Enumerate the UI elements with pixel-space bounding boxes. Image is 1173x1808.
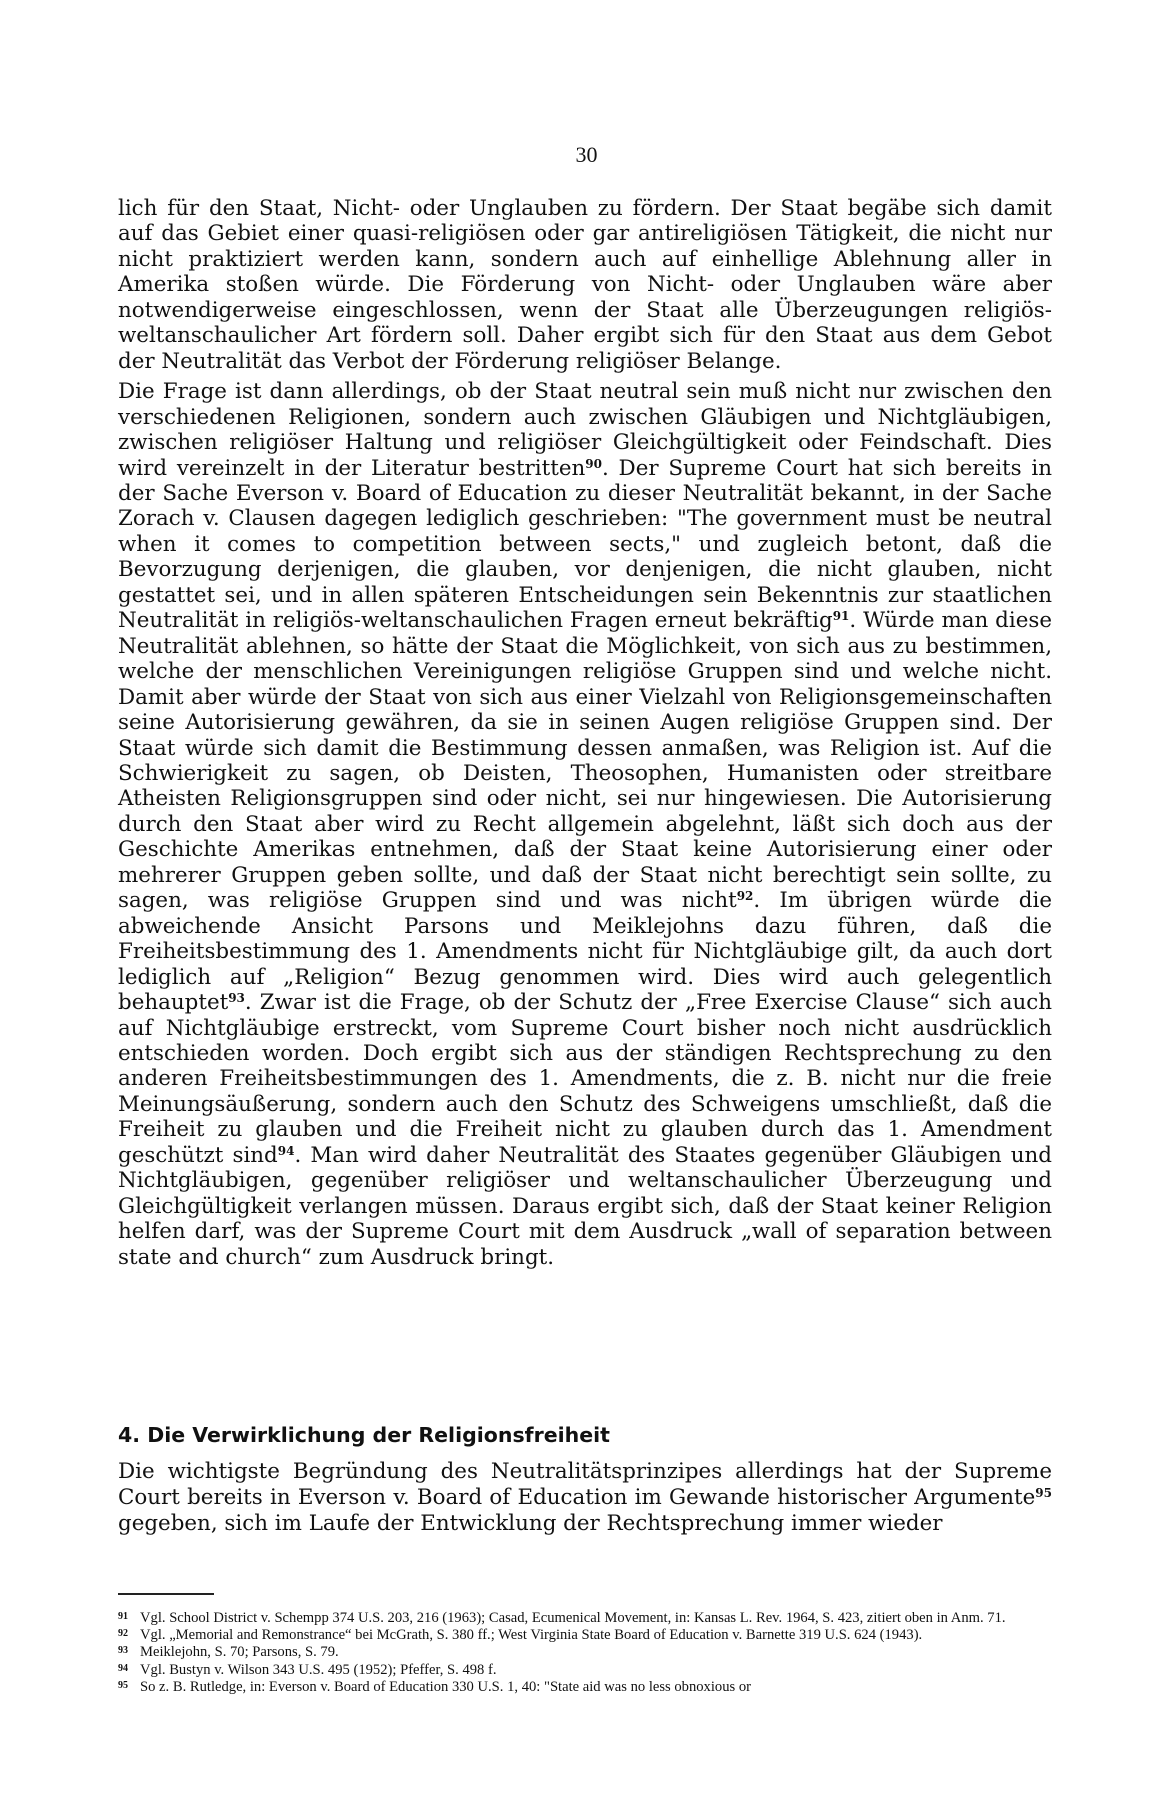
section-paragraph: [118, 1459, 1052, 1537]
footnote-text: Vgl. „Memorial and Remonstrance“ bei McGrath, S. 380 ff.; West Virginia State Board of Education v. Barnette 319 U.S. 624 (1943).: [140, 1627, 923, 1644]
footnote-item: [118, 1627, 1053, 1644]
footnotes: [118, 1610, 1053, 1696]
footnote-item: [118, 1610, 1053, 1627]
footnote-item: [118, 1644, 1053, 1661]
footnote-reference: 93: [228, 991, 245, 1006]
section-heading: 4. Die Verwirklichung der Religionsfreiheit: [118, 1423, 610, 1447]
footnote-text: Meiklejohn, S. 70; Parsons, S. 79.: [140, 1644, 339, 1661]
text-run: . Im übrigen würde die abweichende Ansicht Parsons und Meiklejohns dazu führen, daß die Freiheitsbestimmung des 1. Amendments nicht für Nichtgläubige gilt, da auch dort lediglich auf „Religion“ Bezug genommen wird. Dies wird auch gelegentlich behauptet: [118, 888, 1052, 1016]
footnote-text: Vgl. Bustyn v. Wilson 343 U.S. 495 (1952); Pfeffer, S. 498 f.: [140, 1661, 497, 1678]
footnote-text: Vgl. School District v. Schempp 374 U.S. 203, 216 (1963); Casad, Ecumenical Movement, in: Kansas L. Rev. 1964, S. 423, zitiert oben in Anm. 71.: [140, 1610, 1006, 1626]
footnote-text: So z. B. Rutledge, in: Everson v. Board of Education 330 U.S. 1, 40: "State aid was no less obnoxious or: [140, 1678, 751, 1695]
footnote-number: 95: [118, 1679, 128, 1691]
footnote-reference: 90: [585, 456, 602, 471]
footnote-item: [118, 1662, 1053, 1679]
footnote-number: 93: [118, 1645, 128, 1657]
footnote-reference: 92: [736, 889, 754, 904]
footnote-number: 92: [118, 1628, 128, 1640]
text-run: Die Frage ist dann allerdings, ob der Staat neutral sein muß nicht nur zwischen den verschiedenen Religionen, sondern auch zwischen Gläubigen und Nichtgläubigen, zwischen religiöser Haltung und religiöser Gleichgültigkeit oder Feindschaft. Dies wird vereinzelt in der Literatur bestritten: [118, 379, 1052, 481]
text-run: . Der Supreme Court hat sich bereits in der Sache Everson v. Board of Education zu dieser Neutralität bekannt, in der Sache Zorach v. Clausen dagegen lediglich geschrieben: "The government must be neutral when it comes to competition between sects," und zugleich betont, daß die Bevorzugung derjenigen, die glauben, vor denjenigen, die nicht glauben, nicht gestattet sei, und in allen späteren Entscheidungen sein Bekenntnis zur staatlichen Neutralität in religiös-weltanschaulichen Fragen erneut bekräftig: [118, 455, 1052, 634]
text-run: . Würde man diese Neutralität ablehnen, so hätte der Staat die Möglichkeit, von sich aus zu bestimmen, welche der menschlichen Vereinigungen religiöse Gruppen sind und welche nicht. Damit aber würde der Staat von sich aus einer Vielzahl von Religionsgemeinschaften seine Autorisierung gewähren, da sie in seinen Augen religiöse Gruppen sind. Der Staat würde sich damit die Bestimmung dessen anmaßen, was Religion ist. Auf die Schwierigkeit zu sagen, ob Deisten, Theosophen, Humanisten oder streitbare Atheisten Religionsgruppen sind oder nicht, sei nur hingewiesen. Die Autorisierung durch den Staat aber wird zu Recht allgemein abgelehnt, läßt sich doch aus der Geschichte Amerikas entnehmen, daß der Staat keine Autorisierung einer oder mehrerer Gruppen geben sollte, und daß der Staat nicht berechtigt sein sollte, zu sagen, was religiöse Gruppen sind und was nicht: [118, 608, 1052, 914]
page-number: 30: [575, 142, 598, 167]
text-run: lich für den Staat, Nicht- oder Unglauben zu fördern. Der Staat begäbe sich damit auf das Gebiet einer quasi-religiösen oder gar antireligiösen Tätigkeit, die nicht nur nicht praktiziert werden kann, sondern auch auf einhellige Ablehnung aller in Amerika stoßen würde. Die Förderung von Nicht- oder Unglauben wäre aber notwendigerweise eingeschlossen, wenn der Staat alle Überzeugungen religiös-weltanschaulicher Art fördern soll. Daher ergibt sich für den Staat aus dem Gebot der Neutralität das Verbot der Förderung religiöser Belange.: [118, 196, 1052, 374]
text-run: gegeben, sich im Laufe der Entwicklung der Rechtsprechung immer wieder: [118, 1511, 943, 1536]
paragraph: [118, 379, 1052, 1270]
footnote-number: 94: [118, 1662, 128, 1674]
text-run: . Zwar ist die Frage, ob der Schutz der „Free Exercise Clause“ sich auch auf Nichtgläubige erstreckt, vom Supreme Court bisher noch nicht ausdrücklich entschieden worden. Doch ergibt sich aus der ständigen Rechtsprechung zu den anderen Freiheitsbestimmungen des 1. Amendments, die z. B. nicht nur die freie Meinungsäußerung, sondern auch den Schutz des Schweigens umschließt, daß die Freiheit zu glauben und die Freiheit nicht zu glauben durch das 1. Amendment geschützt sind: [118, 990, 1052, 1168]
paragraph: [118, 196, 1052, 374]
footnote-item: [118, 1679, 1053, 1696]
footnote-reference: 91: [832, 609, 850, 624]
text-run: . Man wird daher Neutralität des Staates gegenüber Gläubigen und Nichtgläubigen, gegenüber religiöser und weltanschaulicher Überzeugung und Gleichgültigkeit verlangen müssen. Daraus ergibt sich, daß der Staat keiner Religion helfen darf, was der Supreme Court mit dem Ausdruck „wall of separation between state and church“ zum Ausdruck bringt.: [118, 1142, 1052, 1270]
text-run: Die wichtigste Begründung des Neutralitätsprinzipes allerdings hat der Supreme Court bereits in Everson v. Board of Education im Gewande historischer Argumente: [118, 1459, 1052, 1510]
footnote-reference: 95: [1035, 1486, 1052, 1500]
footnote-divider: [118, 1593, 214, 1595]
footnote-number: 91: [118, 1611, 128, 1622]
footnote-reference: 94: [277, 1143, 295, 1158]
main-text: [118, 196, 1052, 1270]
